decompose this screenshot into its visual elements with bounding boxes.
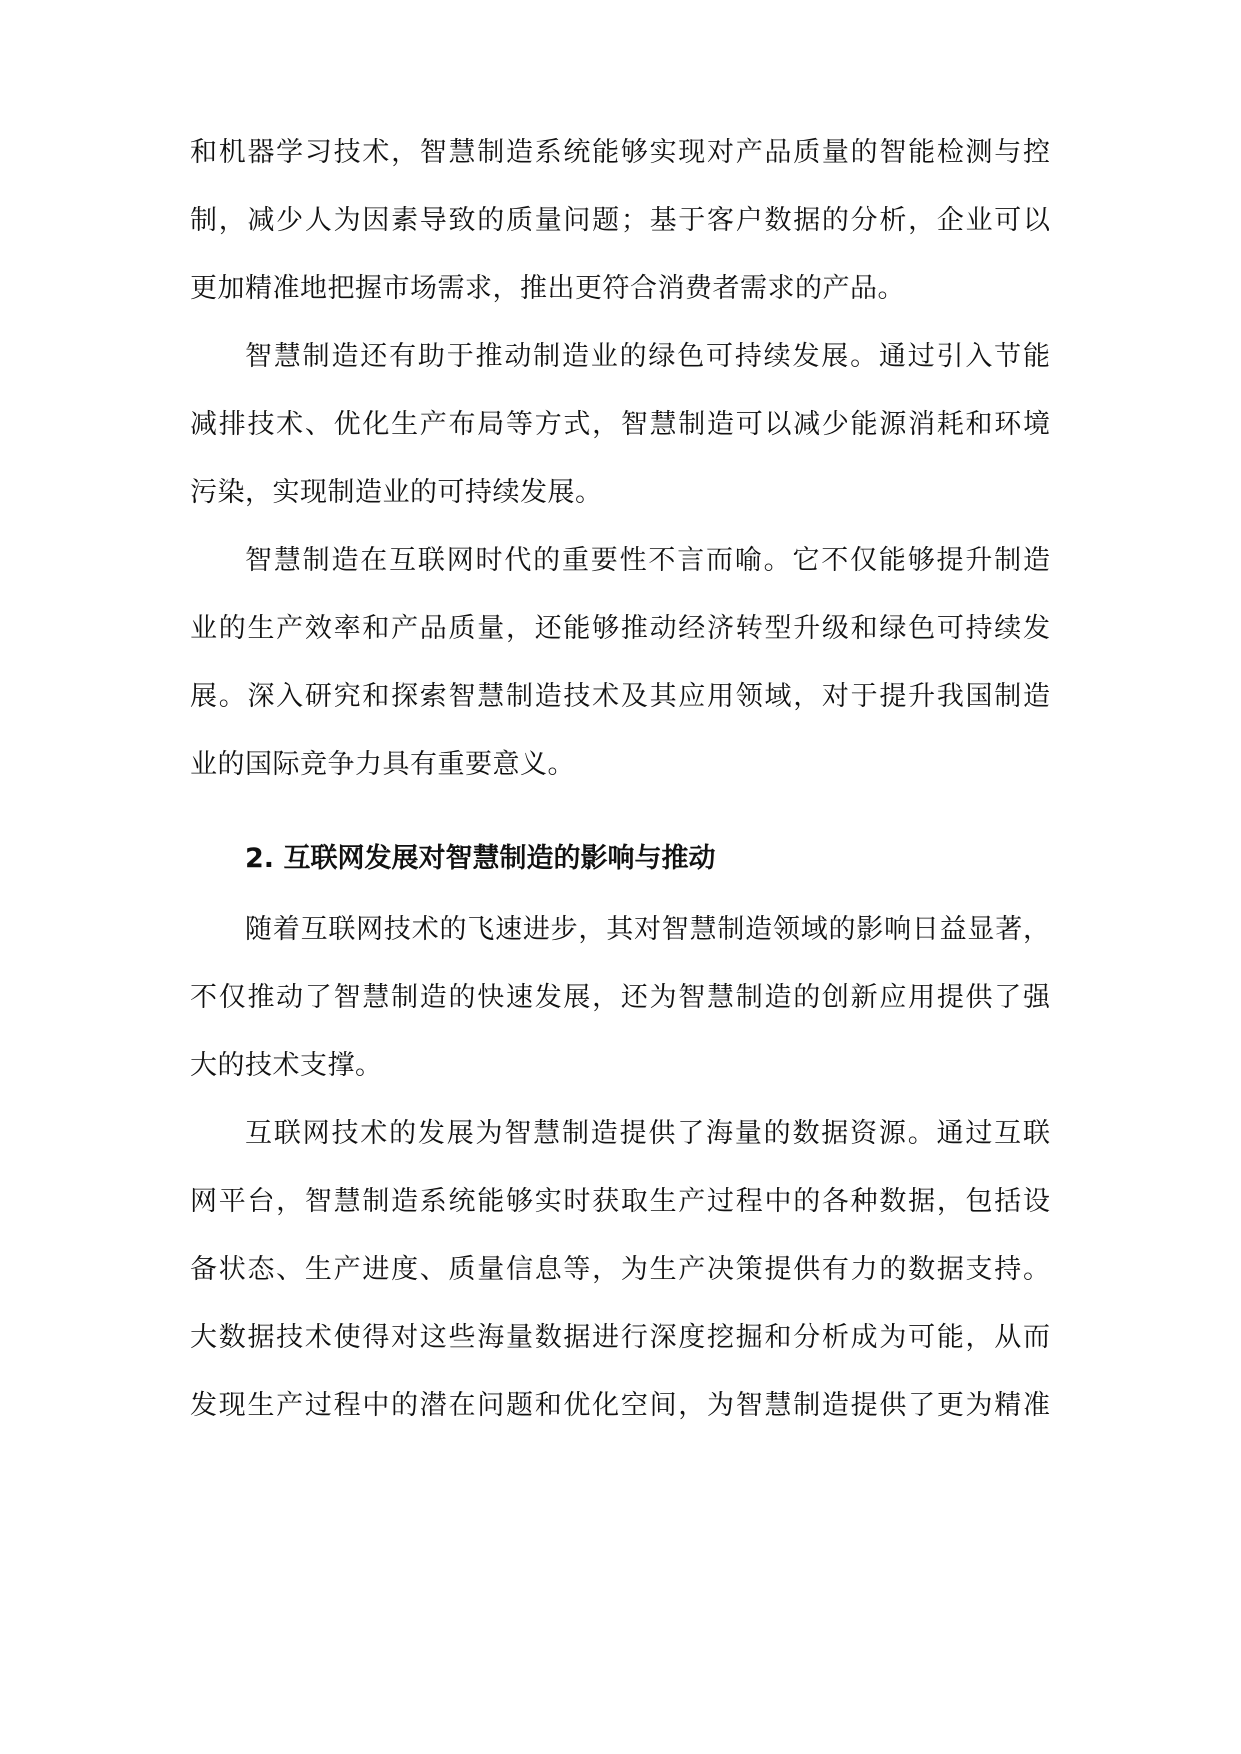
paragraph-line: 业的国际竞争力具有重要意义。	[190, 749, 575, 780]
paragraph-line: 更加精准地把握市场需求，推出更符合消费者需求的产品。	[190, 273, 905, 304]
paragraph-line: 污染，实现制造业的可持续发展。	[190, 477, 603, 508]
paragraph-line: 随着互联网技术的飞速进步，其对智慧制造领域的影响日益显著，	[245, 914, 1050, 945]
paragraph-line: 智慧制造在互联网时代的重要性不言而喻。它不仅能够提升制造	[245, 545, 1050, 576]
paragraph-line: 和机器学习技术，智慧制造系统能够实现对产品质量的智能检测与控	[190, 137, 1050, 168]
paragraph-line: 备状态、生产进度、质量信息等，为生产决策提供有力的数据支持。	[190, 1254, 1050, 1285]
paragraph-line: 网平台，智慧制造系统能够实时获取生产过程中的各种数据，包括设	[190, 1186, 1050, 1217]
paragraph-line: 业的生产效率和产品质量，还能够推动经济转型升级和绿色可持续发	[190, 613, 1050, 644]
paragraph-line: 发现生产过程中的潜在问题和优化空间，为智慧制造提供了更为精准	[190, 1390, 1050, 1421]
paragraph-line: 制，减少人为因素导致的质量问题；基于客户数据的分析，企业可以	[190, 205, 1050, 236]
paragraph-line: 减排技术、优化生产布局等方式，智慧制造可以减少能源消耗和环境	[190, 409, 1050, 440]
paragraph-line: 展。深入研究和探索智慧制造技术及其应用领域，对于提升我国制造	[190, 681, 1050, 712]
paragraph-line: 不仅推动了智慧制造的快速发展，还为智慧制造的创新应用提供了强	[190, 982, 1050, 1013]
paragraph-line: 大的技术支撑。	[190, 1050, 383, 1081]
paragraph-line: 互联网技术的发展为智慧制造提供了海量的数据资源。通过互联	[245, 1118, 1050, 1149]
paragraph-line: 智慧制造还有助于推动制造业的绿色可持续发展。通过引入节能	[245, 341, 1050, 372]
paragraph-line: 大数据技术使得对这些海量数据进行深度挖掘和分析成为可能，从而	[190, 1322, 1050, 1353]
section-heading: 2. 互联网发展对智慧制造的影响与推动	[245, 843, 716, 874]
